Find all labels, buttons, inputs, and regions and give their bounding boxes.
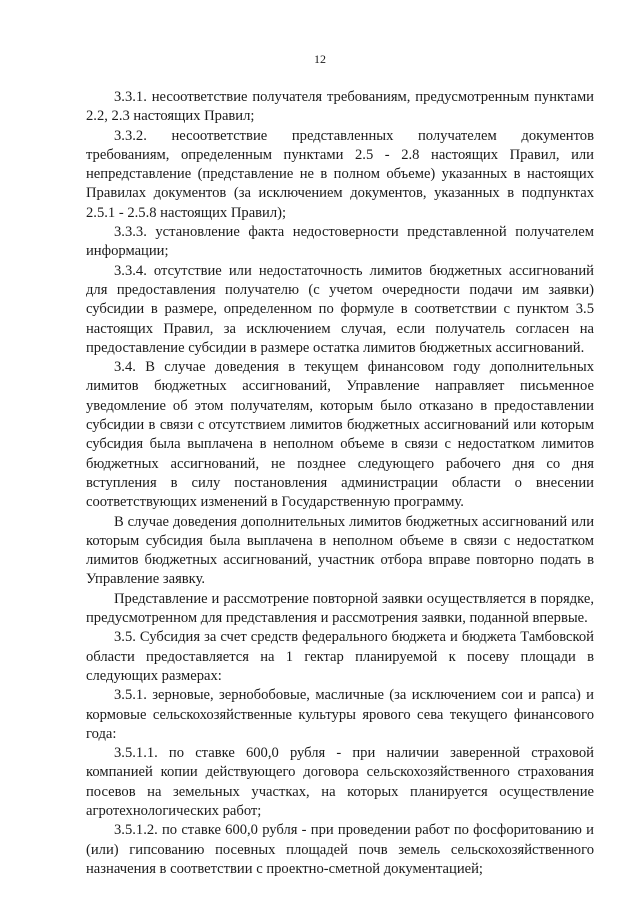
paragraph-3-5-1: 3.5.1. зерновые, зернобобовые, масличные (за исключением сои и рапса) и кормовые сельскохозяйственные культуры ярового сева текущего финансового года: bbox=[86, 687, 594, 742]
document-body bbox=[86, 88, 594, 879]
paragraph-3-5-1-1: 3.5.1.1. по ставке 600,0 рубля - при наличии заверенной страховой компанией копии действующего договора сельскохозяйственного страхования посевов на земельных участках, на которых планируется осуществление агротехнологических работ; bbox=[86, 745, 594, 819]
paragraph-additional-limits: В случае доведения дополнительных лимитов бюджетных ассигнований или которым субсидия была выплачена в неполном объеме в связи с недостатком лимитов бюджетных ассигнований, участник отбора вправе повторно подать в Управление заявку. bbox=[86, 513, 594, 588]
page-number: 12 bbox=[314, 52, 326, 66]
paragraph-3-5-1-2: 3.5.1.2. по ставке 600,0 рубля - при проведении работ по фосфоритованию и (или) гипсованию посевных площадей почв земель сельскохозяйственного назначения в соответствии с проектно-сметной документацией; bbox=[86, 822, 594, 877]
paragraph-3-5: 3.5. Субсидия за счет средств федерального бюджета и бюджета Тамбовской области предоставляется на 1 гектар планируемой к посеву площади в следующих размерах: bbox=[86, 629, 594, 684]
paragraph-3-3-4: 3.3.4. отсутствие или недостаточность лимитов бюджетных ассигнований для предоставления получателю (с учетом очередности подачи им заявки) субсидии в размере, определенном по формуле в соответствии с пунктом 3.5 настоящих Правил, за исключением случая, если получатель согласен на предоставление субсидии в размере остатка лимитов бюджетных ассигнований. bbox=[86, 262, 594, 356]
paragraph-3-3-2: 3.3.2. несоответствие представленных получателем документов требованиям, определенным пунктами 2.5 - 2.8 настоящих Правил, или непредставление (представление не в полном объеме) указанных в настоящих Правилах документов (за исключением документов, указанных в подпунктах 2.5.1 - 2.5.8 настоящих Правил); bbox=[86, 127, 594, 221]
paragraph-3-4: 3.4. В случае доведения в текущем финансовом году дополнительных лимитов бюджетных ассигнований, Управление направляет письменное уведомление об этом получателям, которым было отказано в предоставлении субсидии в связи с отсутствием лимитов бюджетных ассигнований или которым субсидия была выплачена в неполном объеме в связи с недостатком лимитов бюджетных ассигнований, не позднее следующего рабочего дня со дня вступления в силу постановления администрации области о внесении соответствующих изменений в Государственную программу. bbox=[86, 359, 594, 511]
paragraph-repeat-application: Представление и рассмотрение повторной заявки осуществляется в порядке, предусмотренном для представления и рассмотрения заявки, поданной впервые. bbox=[86, 590, 594, 627]
paragraph-3-3-1: 3.3.1. несоответствие получателя требованиям, предусмотренным пунктами 2.2, 2.3 настоящих Правил; bbox=[86, 89, 594, 125]
paragraph-3-3-3: 3.3.3. установление факта недостоверности представленной получателем информации; bbox=[86, 224, 594, 260]
